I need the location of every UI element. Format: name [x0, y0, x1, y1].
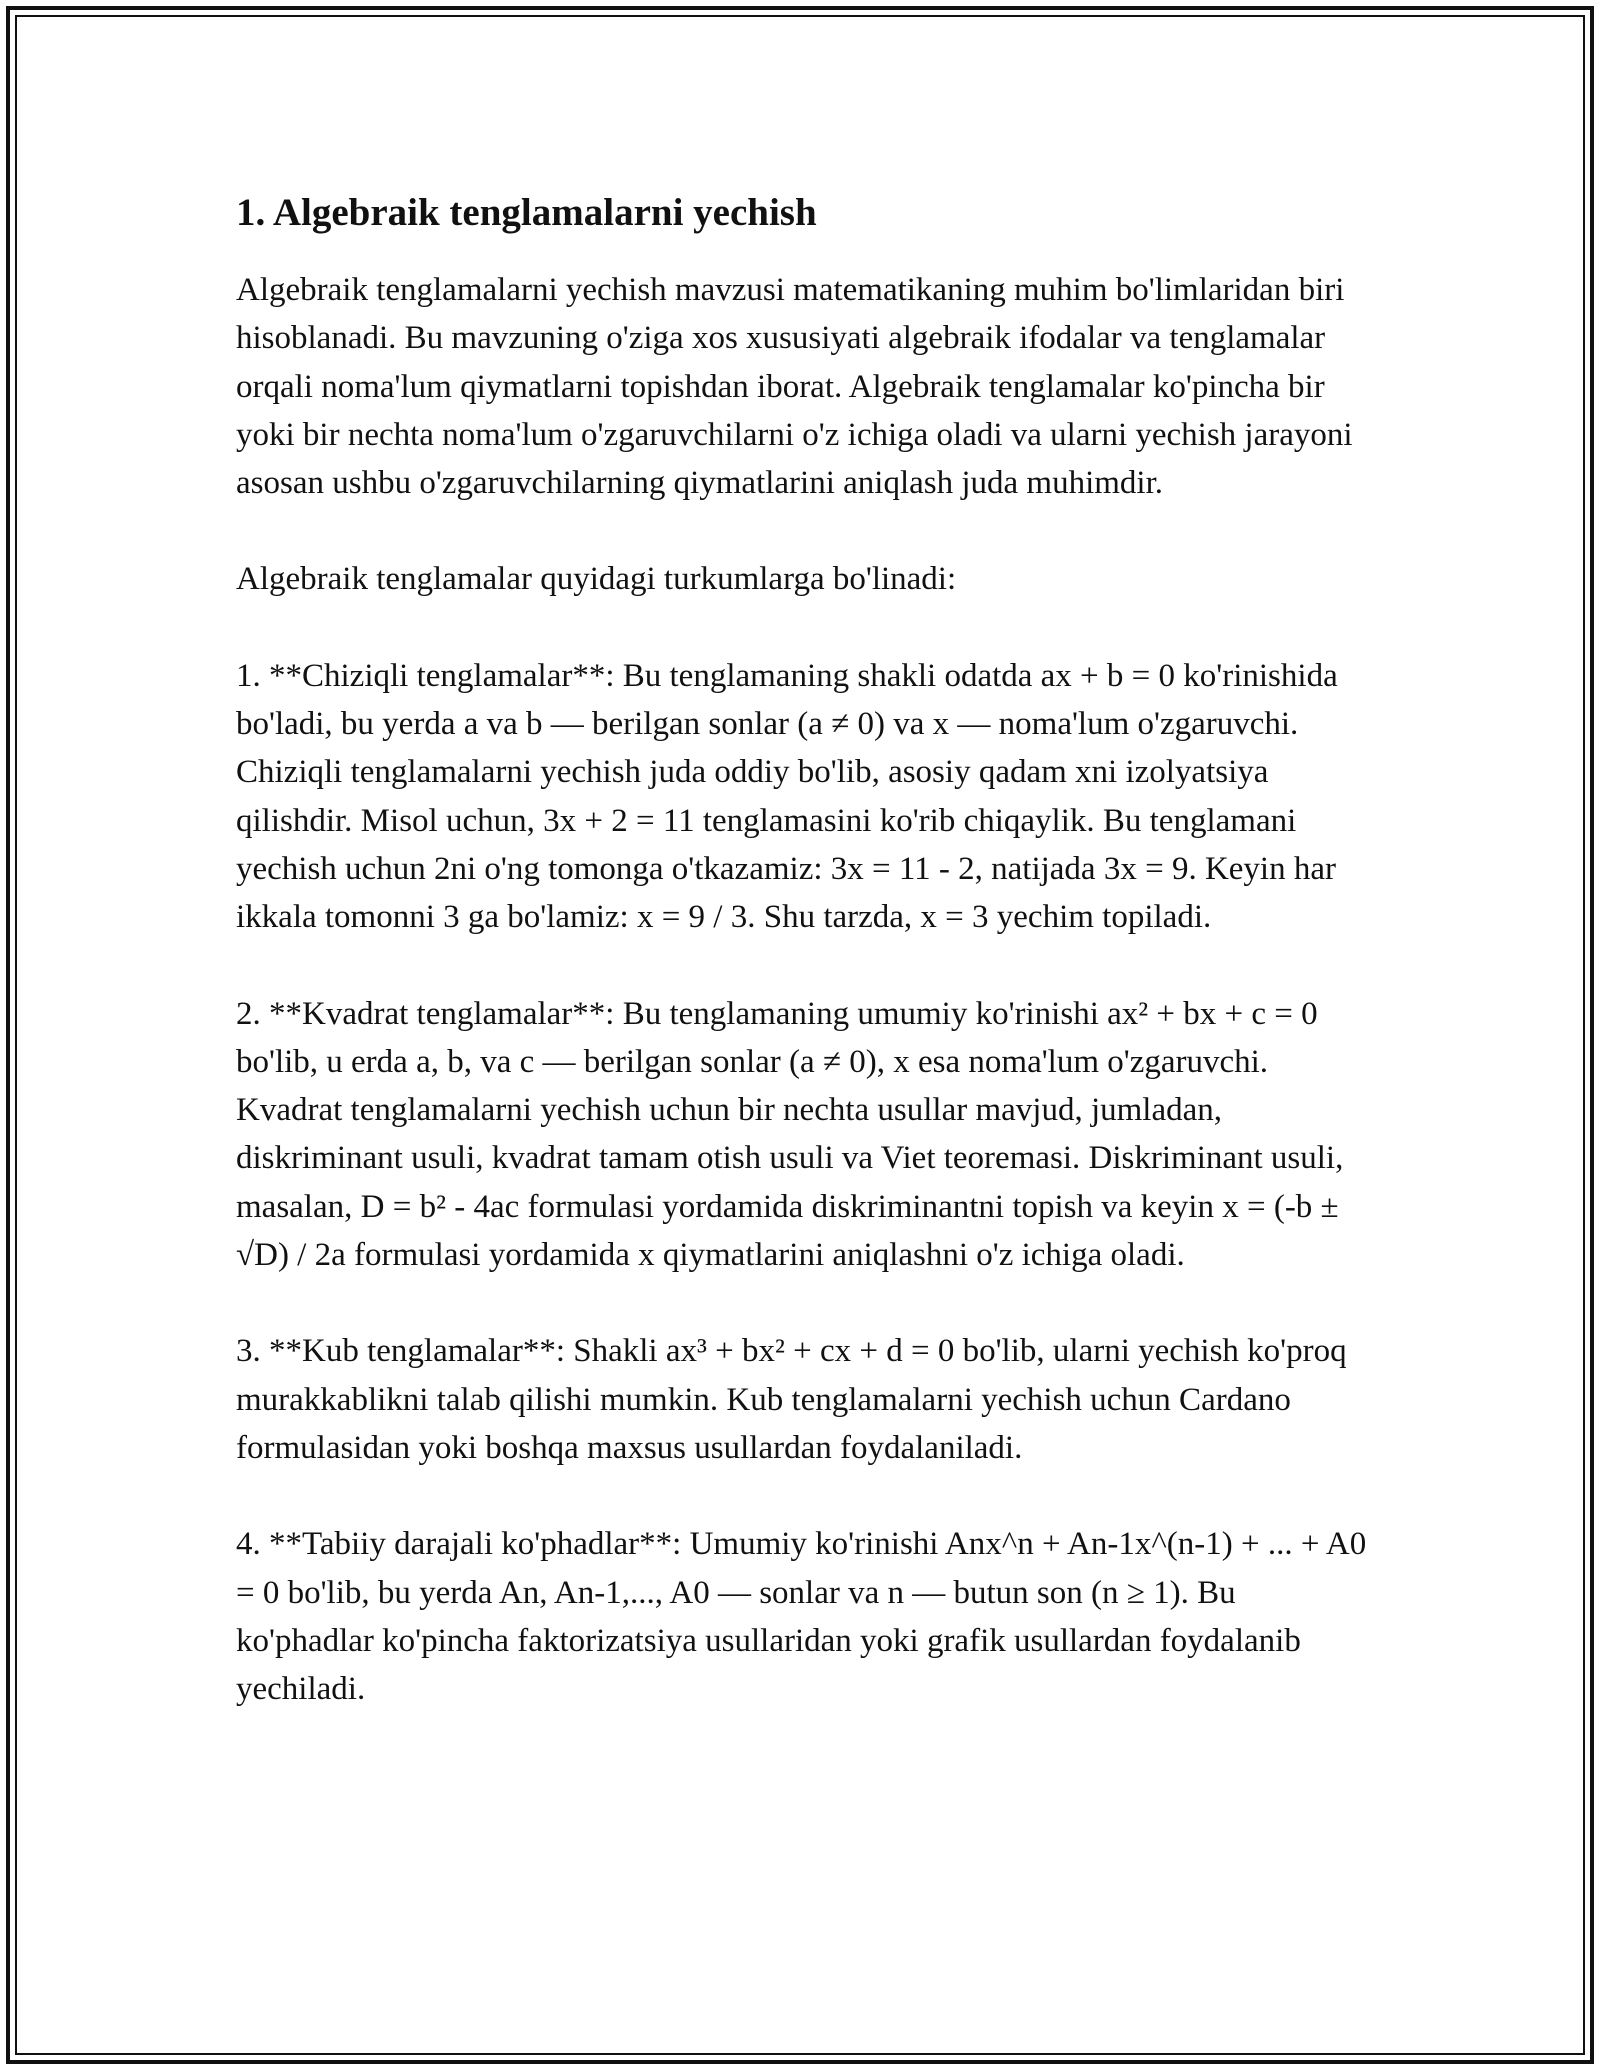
categories-intro-paragraph: Algebraik tenglamalar quyidagi turkumlarga bo'linadi:	[236, 561, 957, 598]
quadratic-equations-paragraph: 2. **Kvadrat tenglamalar**: Bu tenglamaning umumiy ko'rinishi ax² + bx + c = 0 bo'lib, u erda a, b, va c — berilgan sonlar (a ≠ 0), x esa noma'lum o'zgaruvchi. Kvadrat tenglamalarni yechish uchun bir nechta usullar mavjud, jumladan, diskriminant usuli, kvadrat tamam otish usuli va Viet teoremasi. Diskriminant usuli, masalan, D = b² - 4ac formulasi yordamida diskriminantni topish va keyin x = (-b ± √D) / 2a formulasi yordamida x qiymatlarini aniqlashni o'z ichiga oladi.	[236, 995, 1344, 1274]
intro-paragraph: Algebraik tenglamalarni yechish mavzusi matematikaning muhim bo'limlaridan biri hisoblanadi. Bu mavzuning o'ziga xos xususiyati algebraik ifodalar va tenglamalar orqali noma'lum qiymatlarni topishdan iborat. Algebraik tenglamalar ko'pincha bir yoki bir nechta noma'lum o'zgaruvchilarni o'z ichiga oladi va ularni yechish jarayoni asosan ushbu o'zgaruvchilarning qiymatlarini aniqlash juda muhimdir.	[236, 272, 1353, 502]
cubic-equations-paragraph: 3. **Kub tenglamalar**: Shakli ax³ + bx² + cx + d = 0 bo'lib, ularni yechish ko'proq murakkablikni talab qilishi mumkin. Kub tenglamalarni yechish uchun Cardano formulasidan yoki boshqa maxsus usullardan foydalaniladi.	[236, 1333, 1347, 1466]
section-title: 1. Algebraik tenglamalarni yechish	[236, 191, 817, 234]
polynomials-paragraph: 4. **Tabiiy darajali ko'phadlar**: Umumiy ko'rinishi Anx^n + An-1x^(n-1) + ... + A0 = 0 bo'lib, bu yerda An, An-1,..., A0 — sonlar va n — butun son (n ≥ 1). Bu ko'phadlar ko'pincha faktorizatsiya usullaridan yoki grafik usullardan foydalanib yechiladi.	[236, 1526, 1367, 1708]
linear-equations-paragraph: 1. **Chiziqli tenglamalar**: Bu tenglamaning shakli odatda ax + b = 0 ko'rinishida bo'ladi, bu yerda a va b — berilgan sonlar (a ≠ 0) va x — noma'lum o'zgaruvchi. Chiziqli tenglamalarni yechish juda oddiy bo'lib, asosiy qadam xni izolyatsiya qilishdir. Misol uchun, 3x + 2 = 11 tenglamasini ko'rib chiqaylik. Bu tenglamani yechish uchun 2ni o'ng tomonga o'tkazamiz: 3x = 11 - 2, natijada 3x = 9. Keyin har ikkala tomonni 3 ga bo'lamiz: x = 9 / 3. Shu tarzda, x = 3 yechim topiladi.	[236, 657, 1338, 936]
document-body	[236, 184, 1376, 1713]
